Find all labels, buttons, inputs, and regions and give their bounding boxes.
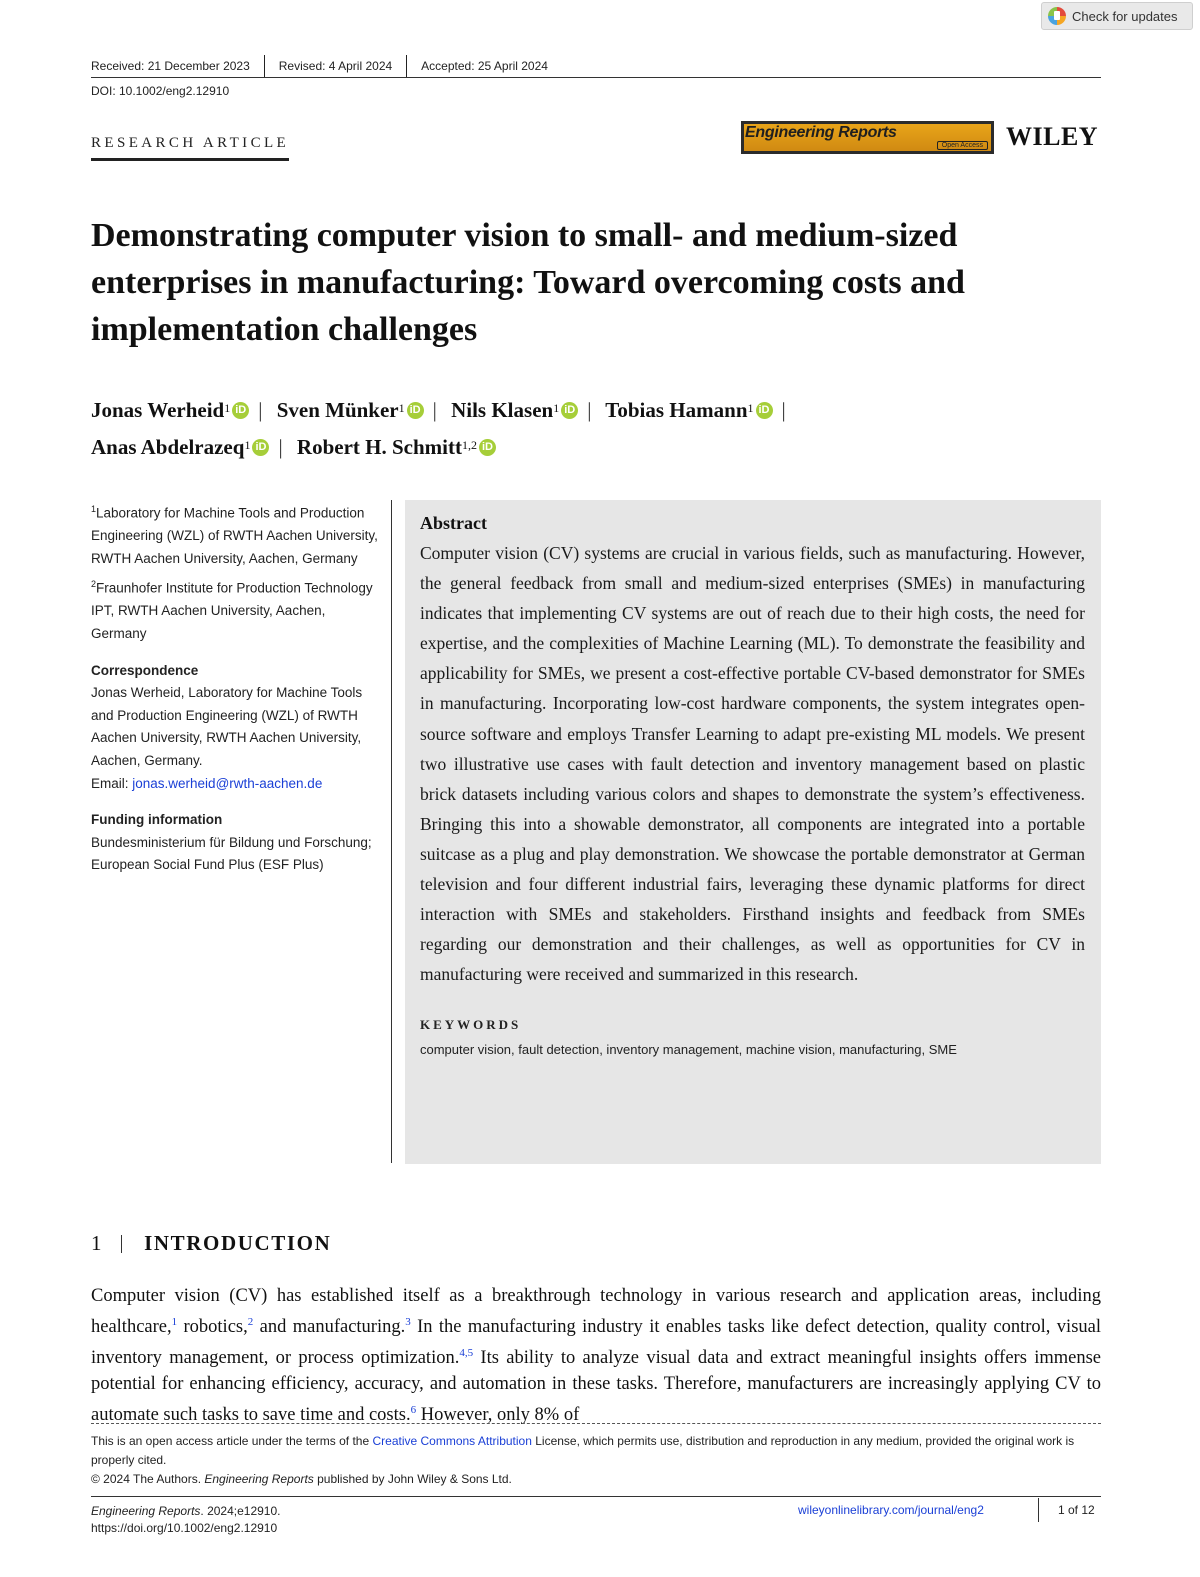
revised-date: Revised: 4 April 2024 [278, 59, 393, 73]
doi-url[interactable]: https://doi.org/10.1002/eng2.12910 [91, 1521, 278, 1535]
abstract-box [405, 500, 1101, 1164]
author[interactable]: Sven Münker$^1$ iD [277, 398, 424, 422]
author[interactable]: Jonas Werheid$^1$ iD [91, 398, 249, 422]
abstract-text: Computer vision (CV) systems are crucial in various fields, such as manufacturing. However, the general feedback from small and medium-sized enterprises (SMEs) in manufacturing indicates that implementing CV systems are out of reach due to their high costs, the need for expertise, and the complexities of Machine Learning (ML). To demonstrate the feasibility and applicability for SMEs, we present a cost-effective portable CV-based demonstrator for SMEs in manufacturing. Incorporating low-cost hardware components, the system integrates open-source software and employs Transfer Learning to adapt pre-existing ML models. We present two illustrative use cases with fault detection and inventory management based on plastic brick datasets including various colors and shapes to demonstrate the system’s effectiveness. Bringing this into a showable demonstrator, all components are integrated into a portable suitcase as a plug and play demonstration. We showcase the portable demonstrator at German television and four different industrial fairs, leveraging these dynamic platforms for direct interaction with SMEs and stakeholders. Firsthand insights and feedback from SMEs regarding our demonstration and their challenges, as well as opportunities for CV in manufacturing were received and summarized in this research. [420, 543, 1085, 985]
orcid-icon[interactable]: iD [407, 402, 424, 419]
orcid-icon[interactable]: iD [232, 402, 249, 419]
citation: Engineering Reports. 2024;e12910. https://doi.org/10.1002/eng2.12910 [91, 1504, 281, 1535]
author-list: Jonas Werheid$^1$ iD | Sven Münker$^1$ iD | Nils Klasen$^1$ iD | Tobias Hamann$^1$ iD | Anas Abdelrazeq$^1$ iD | Robert H. Schmitt$^{1,2}$ iD [91, 398, 786, 459]
reference-link[interactable]: 4,5 [459, 1347, 474, 1360]
check-for-updates-label: Check for updates [1072, 8, 1178, 24]
divider [406, 55, 407, 77]
keywords: computer vision, fault detection, inventory management, machine vision, manufacturing, SME [420, 1042, 957, 1058]
footnote-rule [91, 1423, 1101, 1424]
license-notice: This is an open access article under the terms of the Creative Commons Attribution License, which permits use, distribution and reproduction in any medium, provided the original work is properly cited. © 2024 The Authors. Engineering Reports published by John Wiley & Sons Ltd. [91, 1434, 1075, 1486]
reference-link[interactable]: 3 [405, 1316, 411, 1328]
divider [121, 1235, 122, 1253]
reference-link[interactable]: 1 [171, 1316, 178, 1328]
correspondence-text: Jonas Werheid, Laboratory for Machine Tools and Production Engineering (WZL) of RWTH Aachen University, RWTH Aachen University, Aachen, Germany. Email: jonas.werheid@rwth-aachen.de [91, 685, 363, 791]
author[interactable]: Nils Klasen$^1$ iD [451, 398, 578, 422]
journal-url-link[interactable]: wileyonlinelibrary.com/journal/eng2 [798, 1503, 984, 1517]
correspondence-heading: Correspondence [91, 662, 199, 678]
orcid-icon[interactable]: iD [756, 402, 773, 419]
accepted-date: Accepted: 25 April 2024 [421, 59, 548, 73]
affiliation: $^1$Laboratory for Machine Tools and Production Engineering (WZL) of RWTH Aachen University, RWTH Aachen University, Aachen, Germany [91, 504, 378, 566]
journal-logo[interactable] [741, 121, 994, 154]
header-rule [91, 77, 1101, 78]
abstract-heading: Abstract [420, 513, 487, 533]
wiley-logo[interactable]: WILEY [1006, 122, 1099, 151]
article-type: RESEARCH ARTICLE [91, 135, 289, 161]
email-link[interactable]: jonas.werheid@rwth-aachen.de [132, 775, 323, 791]
intro-paragraph: Computer vision (CV) has established itself as a breakthrough technology in various research and application areas, including healthcare,$^1$ robotics,$^2$ and manufacturing.$^3$ In the manufacturing industry it enables tasks like defect detection, quality control, visual inventory management, or process optimization.$^{4,5}$ Its ability to analyze visual data and extract meaningful insights offers immense potential for enhancing efficiency, accuracy, and automation in these tasks. Therefore, manufacturers are increasingly applying CV to automate such tasks to save time and costs.$^6$ However, only 8% of [91, 1286, 1101, 1426]
cc-license-link[interactable]: Creative Commons Attribution [372, 1434, 532, 1448]
author[interactable]: Anas Abdelrazeq$^1$ iD [91, 435, 269, 459]
keywords-heading: KEYWORDS [420, 1017, 522, 1033]
divider [1038, 1498, 1039, 1522]
divider [264, 55, 265, 77]
section-number: 1 [91, 1231, 104, 1255]
section-heading [91, 1231, 331, 1256]
crossmark-icon [1048, 7, 1066, 25]
reference-link[interactable]: 2 [247, 1316, 254, 1328]
received-date: Received: 21 December 2023 [91, 59, 250, 73]
funding-heading: Funding information [91, 812, 223, 828]
funding-text: Bundesministerium für Bildung und Forschung; European Social Fund Plus (ESF Plus) [91, 834, 372, 873]
column-divider [391, 500, 392, 1163]
section-title: INTRODUCTION [144, 1231, 332, 1255]
author[interactable]: Tobias Hamann$^1$ iD [605, 398, 772, 422]
doi[interactable]: DOI: 10.1002/eng2.12910 [91, 84, 230, 98]
footer-rule [91, 1496, 1101, 1497]
journal-logo-text: Engineering Reports [745, 124, 897, 141]
article-title: Demonstrating computer vision to small- and medium-sized enterprises in manufacturing: Toward overcoming costs and implementation challenges [91, 217, 965, 348]
article-dates [91, 55, 1101, 77]
orcid-icon[interactable]: iD [252, 439, 269, 456]
reference-link[interactable]: 6 [410, 1404, 417, 1417]
orcid-icon[interactable]: iD [479, 439, 496, 456]
open-access-badge: Open Access [937, 141, 988, 150]
author[interactable]: Robert H. Schmitt$^{1,2}$ iD [297, 435, 496, 459]
affiliation: $^2$Fraunhofer Institute for Production Technology IPT, RWTH Aachen University, Aachen, Germany [91, 579, 373, 641]
check-for-updates-button[interactable] [1041, 2, 1193, 30]
page-number: 1 of 12 [1058, 1503, 1095, 1517]
orcid-icon[interactable]: iD [561, 402, 578, 419]
author-info-column [91, 498, 379, 877]
